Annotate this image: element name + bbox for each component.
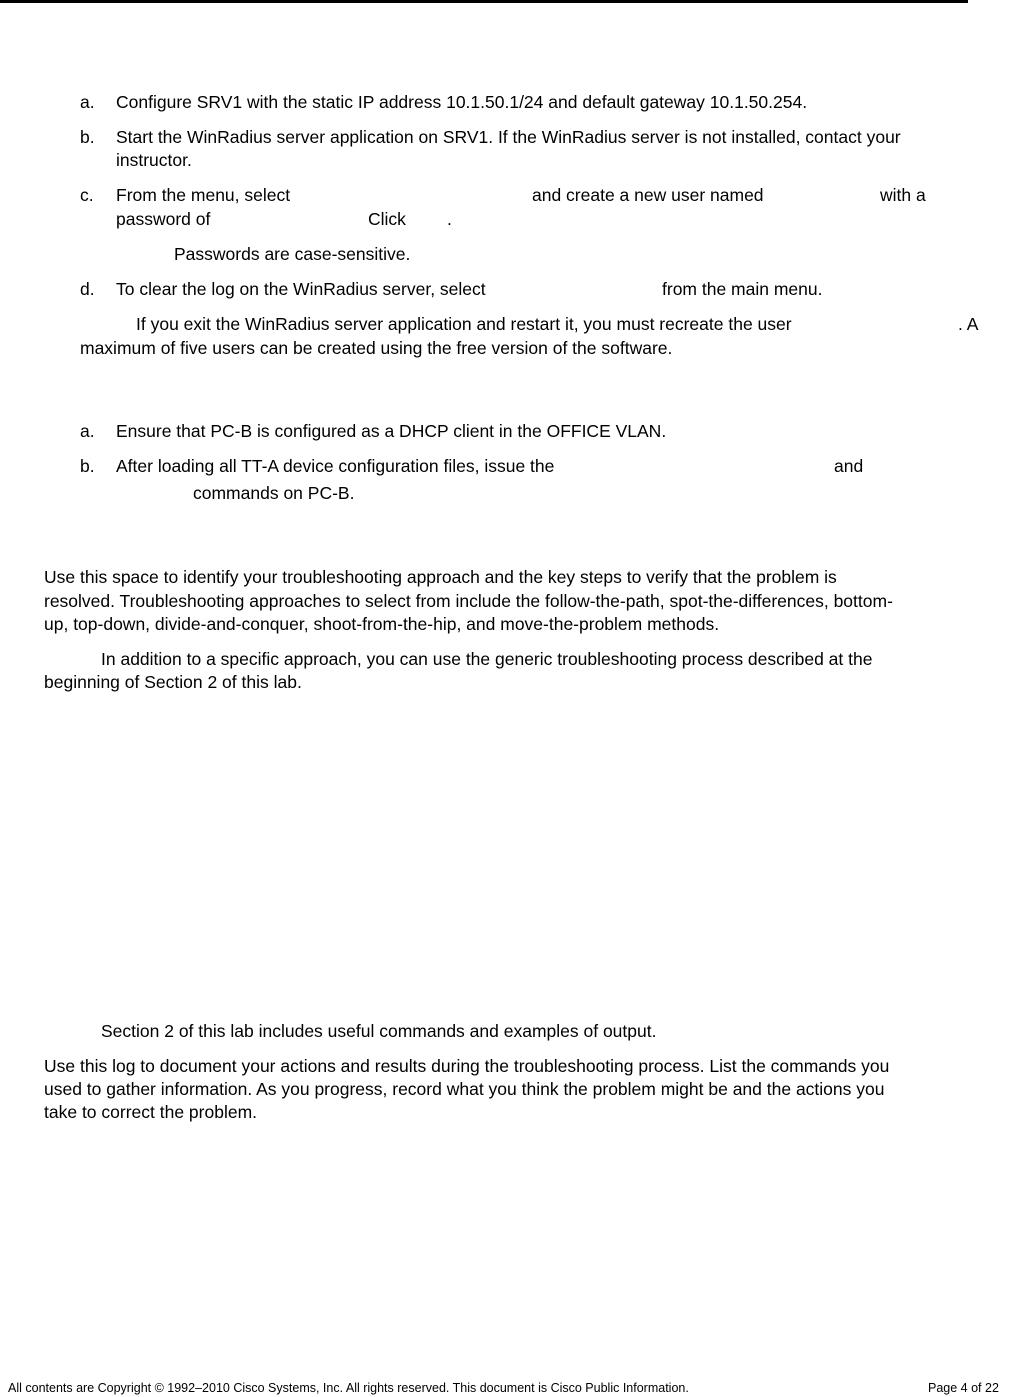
step2-item-b-line1-b: and xyxy=(834,456,864,476)
step1-item-c-line2-b: Click xyxy=(368,209,406,229)
approach-note-line-1: In addition to a specific approach, you can use the generic troubleshooting process described at the xyxy=(101,649,873,669)
step2-item-b-line1-a: After loading all TT-A device configuration files, issue the xyxy=(116,456,555,476)
step1-item-c-line1-c: with a xyxy=(880,185,926,205)
log-note: Section 2 of this lab includes useful commands and examples of output. xyxy=(101,1021,657,1041)
approach-line-3: up, top-down, divide-and-conquer, shoot-from-the-hip, and move-the-problem methods. xyxy=(44,614,720,634)
step1-note-line1-a: If you exit the WinRadius server application and restart it, you must recreate the user xyxy=(136,314,792,334)
step1-item-c-line1-b: and create a new user named xyxy=(532,185,764,205)
log-line-2: used to gather information. As you progress, record what you think the problem might be and the actions you xyxy=(44,1079,885,1099)
step1-item-c-line1-a: From the menu, select xyxy=(116,185,291,205)
step1-item-b-line2: instructor. xyxy=(116,150,192,170)
log-line-1: Use this log to document your actions and results during the troubleshooting process. List the commands you xyxy=(44,1056,890,1076)
step1-item-d-line1-b: from the main menu. xyxy=(662,279,823,299)
step2-item-b-letter: b. xyxy=(80,456,95,476)
step2-item-a-letter: a. xyxy=(80,421,95,441)
step1-item-d-letter: d. xyxy=(80,279,95,299)
step1-note-line2: maximum of five users can be created using the free version of the software. xyxy=(80,338,673,358)
step1-item-b-line1: Start the WinRadius server application on SRV1. If the WinRadius server is not installed, contact your xyxy=(116,127,901,147)
header-rule xyxy=(0,0,968,3)
footer-copyright: All contents are Copyright © 1992–2010 Cisco Systems, Inc. All rights reserved. This document is Cisco Public Information. xyxy=(8,1381,689,1395)
approach-line-1: Use this space to identify your troubleshooting approach and the key steps to verify that the problem is xyxy=(44,567,837,587)
step1-item-a-text: Configure SRV1 with the static IP address 10.1.50.1/24 and default gateway 10.1.50.254. xyxy=(116,92,808,112)
approach-note-line-2: beginning of Section 2 of this lab. xyxy=(44,672,302,692)
step2-item-a-text: Ensure that PC-B is configured as a DHCP client in the OFFICE VLAN. xyxy=(116,421,667,441)
approach-line-2: resolved. Troubleshooting approaches to select from include the follow-the-path, spot-the-differences, bottom- xyxy=(44,591,893,611)
step1-item-a-letter: a. xyxy=(80,92,95,112)
step1-item-c-letter: c. xyxy=(80,185,94,205)
step1-note-passwords: Passwords are case-sensitive. xyxy=(174,244,411,264)
step1-item-c-line2-c: . xyxy=(447,209,452,229)
log-line-3: take to correct the problem. xyxy=(44,1102,258,1122)
step1-item-d-line1-a: To clear the log on the WinRadius server, select xyxy=(116,279,486,299)
step1-item-b-letter: b. xyxy=(80,127,95,147)
step2-item-b-line2: commands on PC-B. xyxy=(193,483,355,503)
footer-page-number: Page 4 of 22 xyxy=(928,1381,999,1395)
step1-note-line1-b: . A xyxy=(958,314,979,334)
step1-item-c-line2-a: password of xyxy=(116,209,211,229)
